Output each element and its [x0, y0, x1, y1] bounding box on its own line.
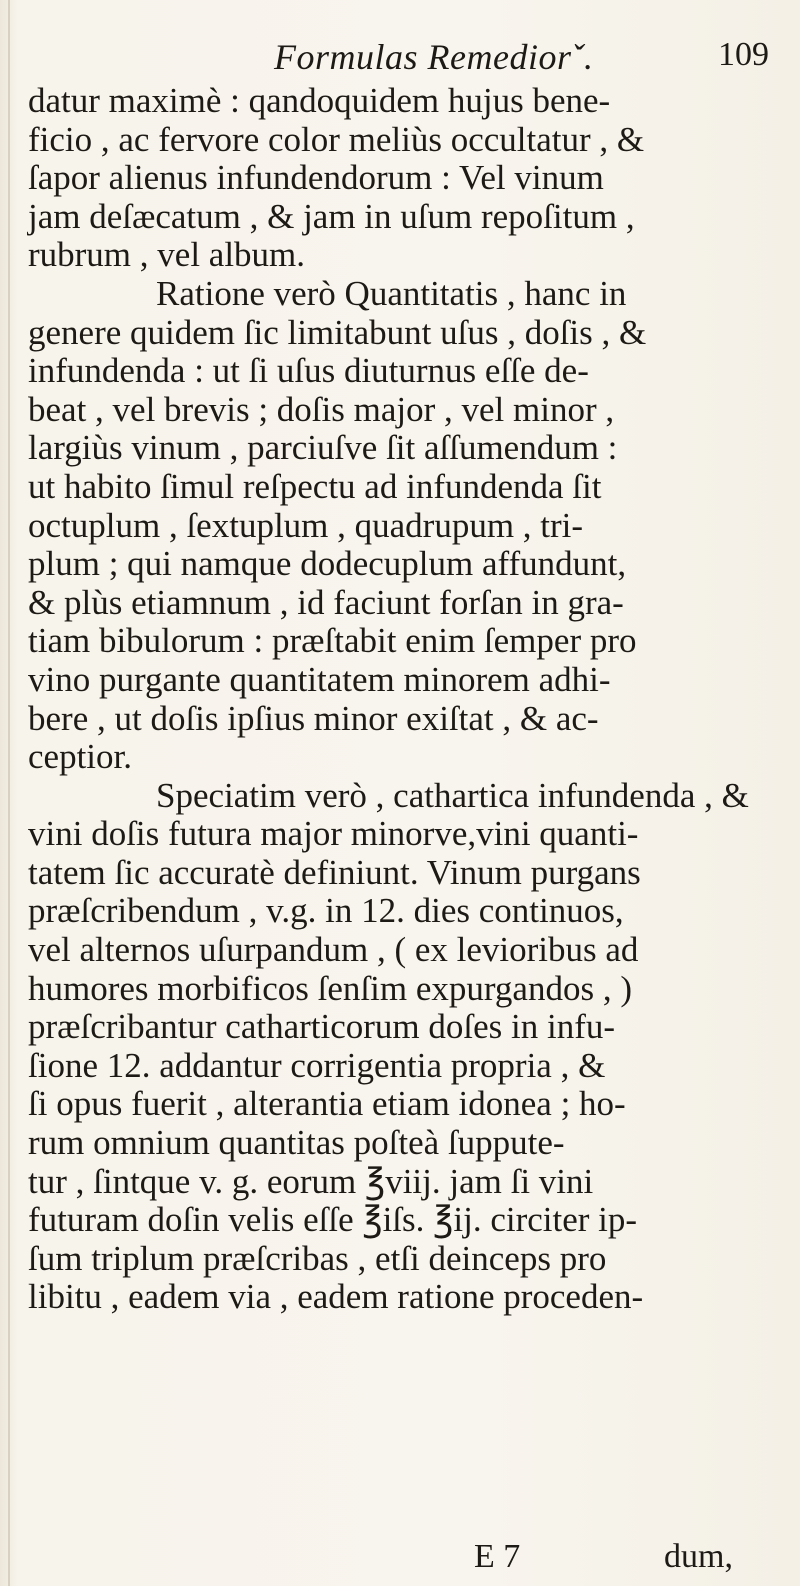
text-line: & plùs etiamnum , id faciunt forſan in gra-: [28, 582, 624, 622]
text-line: octuplum , ſextuplum , quadrupum , tri-: [28, 505, 584, 545]
text-line: ficio , ac fervore color meliùs occultatur , &: [28, 119, 645, 159]
text-line: ceptior.: [28, 737, 132, 777]
text-line: jam deſæcatum , & jam in uſum repoſitum ,: [28, 196, 635, 236]
text-line: genere quidem ſic limitabunt uſus , doſis , &: [28, 312, 647, 352]
text-line: ſapor alienus infundendorum : Vel vinum: [28, 158, 604, 198]
text-line: vini doſis futura major minorve,vini quanti-: [28, 814, 639, 854]
text-line: præſcribendum , v.g. in 12. dies continuos,: [28, 891, 624, 931]
text-line: bere , ut doſis ipſius minor exiſtat , & ac-: [28, 698, 599, 738]
text-line: Speciatim verò , cathartica infundenda , &: [156, 775, 749, 815]
text-line: Ratione verò Quantitatis , hanc in: [156, 273, 627, 313]
text-line: vino purgante quantitatem minorem adhi-: [28, 659, 611, 699]
running-head: Formulas Remediorˇ.: [274, 37, 594, 77]
page-gutter: [8, 0, 10, 1586]
text-line: rubrum , vel album.: [28, 235, 306, 275]
text-line: tiam bibulorum : præſtabit enim ſemper pro: [28, 621, 637, 661]
text-line: ſi opus fuerit , alterantia etiam idonea ; ho-: [28, 1084, 626, 1124]
page-number: 109: [718, 36, 769, 73]
text-line: rum omnium quantitas poſteà ſuppute-: [28, 1123, 565, 1163]
signature-mark: E 7: [474, 1538, 521, 1575]
text-line: tur , ſintque v. g. eorum ℥viij. jam ſi vini: [28, 1161, 594, 1201]
catchword: dum,: [664, 1538, 733, 1575]
text-line: ut habito ſimul reſpectu ad infundenda ſit: [28, 466, 602, 506]
body-text: [28, 82, 788, 1317]
text-line: beat , vel brevis ; doſis major , vel minor ,: [28, 389, 615, 429]
text-line: tatem ſic accuratè definiunt. Vinum purgans: [28, 852, 641, 892]
text-line: plum ; qui namque dodecuplum affundunt,: [28, 544, 627, 584]
text-line: humores morbificos ſenſim expurgandos , ): [28, 968, 632, 1008]
text-line: infundenda : ut ſi uſus diuturnus eſſe de-: [28, 351, 589, 391]
text-line: ſione 12. addantur corrigentia propria , &: [28, 1045, 606, 1085]
page-header: [0, 8, 800, 78]
text-line: datur maximè : qandoquidem hujus bene-: [28, 81, 611, 120]
text-line: libitu , eadem via , eadem ratione proceden-: [28, 1277, 644, 1317]
text-line: vel alternos uſurpandum , ( ex levioribus ad: [28, 930, 639, 970]
text-line: præſcribantur catharticorum doſes in infu-: [28, 1007, 616, 1047]
text-line: ſum triplum præſcribas , etſi deinceps pro: [28, 1238, 607, 1278]
text-line: largiùs vinum , parciuſve ſit aſſumendum :: [28, 428, 618, 468]
text-line: futuram doſin velis eſſe ℥iſs. ℥ij. circiter ip-: [28, 1200, 638, 1240]
